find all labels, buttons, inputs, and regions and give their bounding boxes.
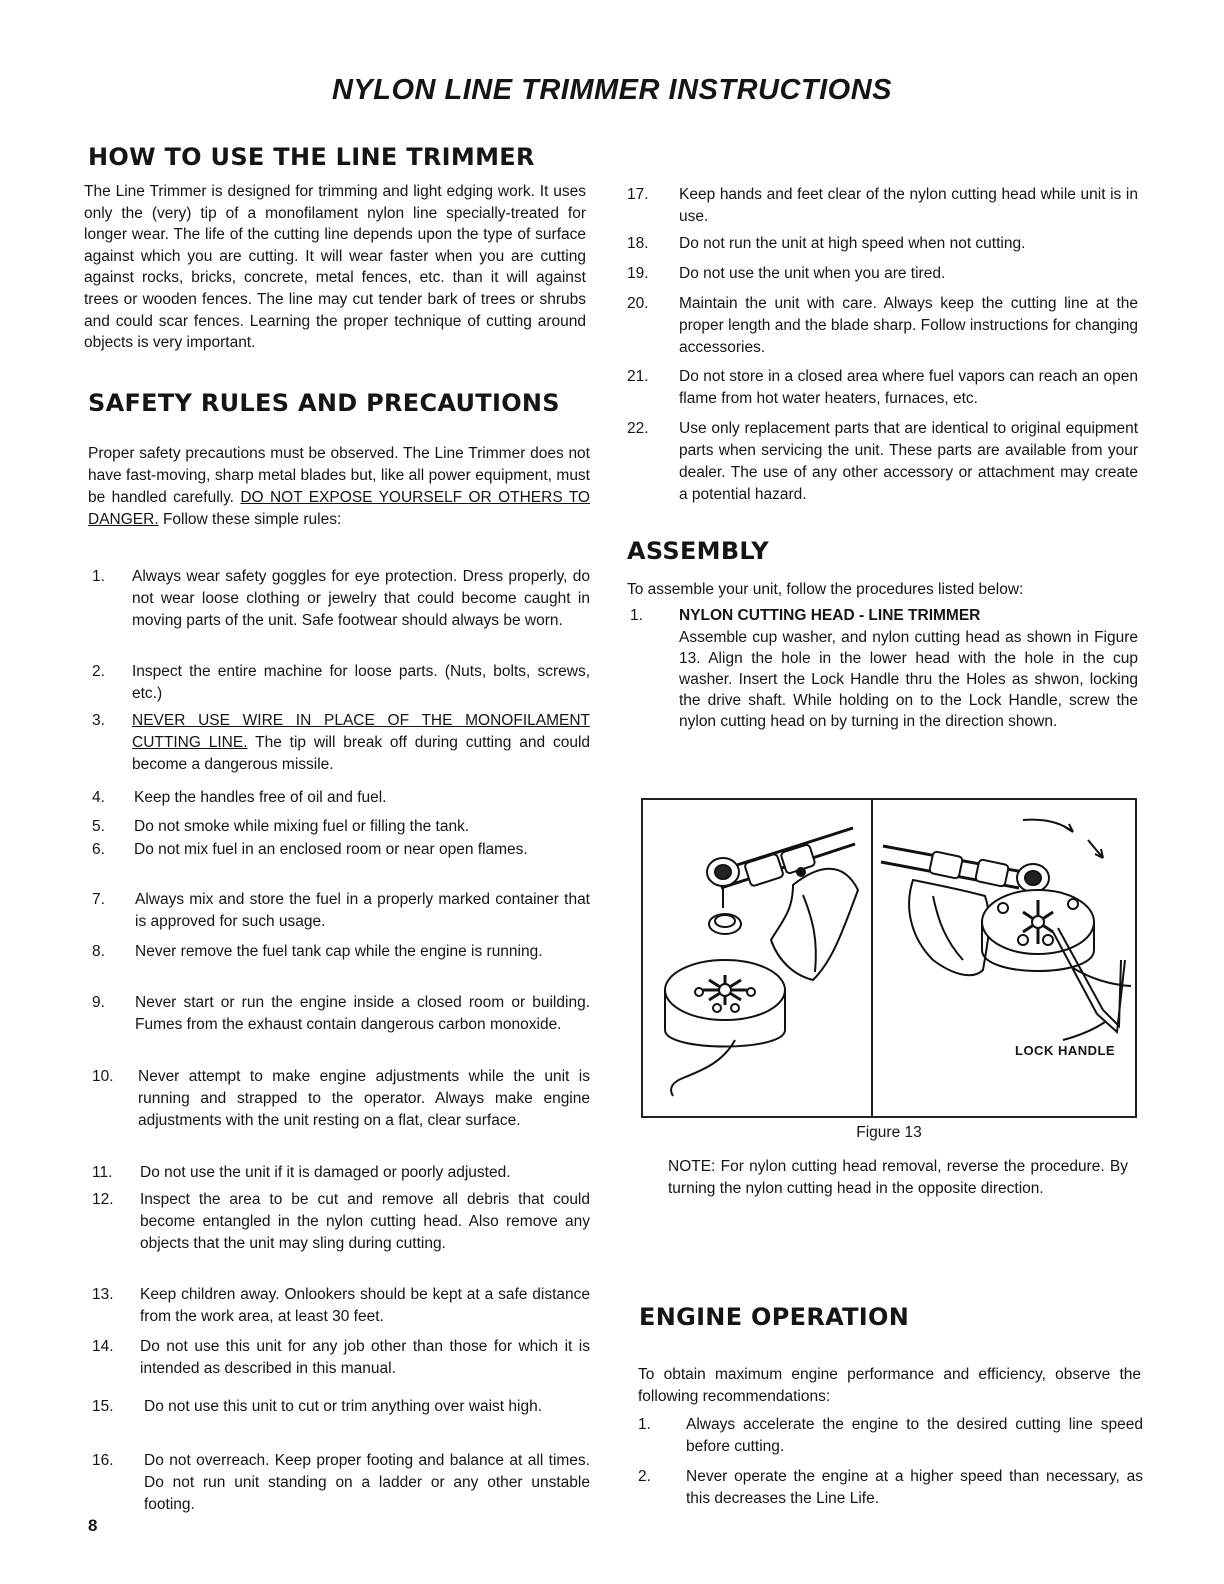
how-to-use-heading: HOW TO USE THE LINE TRIMMER	[88, 143, 535, 171]
safety-rule: 3. NEVER USE WIRE IN PLACE OF THE MONOFILAMENT CUTTING LINE. The tip will break off during cutting and could become a dangerous missile.	[92, 712, 591, 773]
safety-rule: 22. Use only replacement parts that are identical to original equipment parts when servicing the unit. These parts are available from your dealer. The use of any other accessory or attachment may create a potential hazard.	[627, 420, 1138, 503]
safety-rule: 21. Do not store in a closed area where fuel vapors can reach an open flame from hot water heaters, furnaces, etc.	[627, 368, 1138, 407]
engine-operation-heading: ENGINE OPERATION	[639, 1303, 910, 1331]
wire-warning: NEVER USE WIRE IN PLACE OF THE MONOFILAMENT CUTTING LINE.	[132, 712, 590, 751]
safety-rule: 6. Do not mix fuel in an enclosed room or near open flames.	[92, 841, 528, 858]
safety-rule: 5. Do not smoke while mixing fuel or filling the tank.	[92, 818, 470, 835]
safety-rules-list-continued	[627, 184, 1138, 524]
page-title: NYLON LINE TRIMMER INSTRUCTIONS	[331, 74, 893, 106]
safety-intro-text: Proper safety precautions must be observed. The Line Trimmer does not have fast-moving, sharp metal blades but, like all power equipment, must be handled carefully.	[88, 445, 590, 506]
engine-recommendation: 1. Always accelerate the engine to the desired cutting line speed before cutting.	[638, 1416, 1143, 1455]
assembly-step: 1. NYLON CUTTING HEAD - LINE TRIMMER Assemble cup washer, and nylon cutting head as shown in Figure 13. Align the hole in the lower head with the hole in the cup washer. Insert the Lock Handle thru the Holes as shwon, locking the drive shaft. While holding on to the Lock Handle, screw the nylon cutting head on by turning in the direction shown.	[630, 607, 1138, 730]
safety-rule: 12. Inspect the area to be cut and remove all debris that could become entangled in the nylon cutting head. Also remove any objects that the unit may sling during cutting.	[92, 1191, 590, 1252]
safety-rule: 19. Do not use the unit when you are tired.	[627, 265, 946, 282]
page-number: 8	[88, 1516, 98, 1535]
assembly-step-text: Assemble cup washer, and nylon cutting head as shown in Figure 13. Align the hole in the lower head with the hole in the cup washer. Insert the Lock Handle thru the Holes as shwon, locking the drive shaft. While holding on to the Lock Handle, screw the nylon cutting head on by turning in the direction shown.	[679, 629, 1138, 730]
figure-caption: Figure 13	[856, 1124, 922, 1141]
safety-intro	[88, 443, 590, 531]
safety-rule: 7. Always mix and store the fuel in a properly marked container that is approved for such usage.	[92, 891, 590, 930]
safety-rule: 1. Always wear safety goggles for eye protection. Dress properly, do not wear loose clothing or jewelry that could become caught in moving parts of the unit. Safe footwear should always be worn.	[92, 568, 590, 629]
assembly-heading: ASSEMBLY	[627, 537, 769, 565]
safety-heading: SAFETY RULES AND PRECAUTIONS	[88, 389, 560, 417]
engine-recommendations-list	[638, 1414, 1143, 1514]
safety-rule: 9. Never start or run the engine inside a closed room or building. Fumes from the exhaust contain dangerous carbon monoxide.	[92, 994, 590, 1033]
safety-rule: 11. Do not use the unit if it is damaged or poorly adjusted.	[92, 1164, 511, 1181]
lock-handle-label: LOCK HANDLE	[1015, 1043, 1116, 1058]
assembly-step-title: NYLON CUTTING HEAD - LINE TRIMMER	[679, 607, 981, 624]
figure-13	[641, 798, 1137, 1118]
safety-rule: 20. Maintain the unit with care. Always keep the cutting line at the proper length and the blade sharp. Follow instructions for changing accessories.	[627, 295, 1138, 356]
assembly-note: NOTE: For nylon cutting head removal, reverse the procedure. By turning the nylon cutting head in the opposite direction.	[668, 1158, 1128, 1197]
safety-rule: 13. Keep children away. Onlookers should be kept at a safe distance from the work area, at least 30 feet.	[92, 1286, 590, 1325]
safety-rule: 8. Never remove the fuel tank cap while the engine is running.	[92, 943, 543, 960]
engine-intro: To obtain maximum engine performance and efficiency, observe the following recommendations:	[638, 1366, 1141, 1405]
assembly-steps	[630, 605, 1138, 765]
exploded-view-drawing	[643, 800, 871, 1116]
safety-rule: 16. Do not overreach. Keep proper footing and balance at all times. Do not run unit standing on a ladder or any other unstable footing.	[92, 1452, 590, 1513]
safety-intro-follow: Follow these simple rules:	[162, 511, 342, 528]
safety-warning: DO NOT EXPOSE YOURSELF OR OTHERS TO DANGER.	[88, 489, 590, 528]
safety-rule: 10. Never attempt to make engine adjustments while the unit is running and strapped to the operator. Always make engine adjustments with the unit resting on a flat, clear surface.	[92, 1068, 590, 1129]
engine-recommendation: 2. Never operate the engine at a higher speed than necessary, as this decreases the Line Life.	[638, 1468, 1143, 1507]
assembly-intro: To assemble your unit, follow the procedures listed below:	[627, 581, 1024, 598]
safety-rule: 2. Inspect the entire machine for loose parts. (Nuts, bolts, screws, etc.)	[92, 663, 590, 702]
safety-rules-list	[92, 566, 590, 1516]
safety-rule: 17. Keep hands and feet clear of the nylon cutting head while unit is in use.	[627, 186, 1138, 225]
safety-rule: 14. Do not use this unit for any job other than those for which it is intended as described in this manual.	[92, 1338, 590, 1377]
safety-rule: 4. Keep the handles free of oil and fuel.	[92, 789, 387, 806]
safety-rule: 15. Do not use this unit to cut or trim anything over waist high.	[92, 1398, 543, 1415]
how-to-use-body: The Line Trimmer is designed for trimming and light edging work. It uses only the (very) tip of a monofilament nylon line specially-treated for longer wear. The life of the cutting line depends upon the type of surface against which you are cutting. It will wear faster when you are cutting against rocks, bricks, concrete, metal fences, etc. than it will against trees or wooden fences. The line may cut tender bark of trees or shrubs and could scar fences. Learning the proper technique of cutting around objects is very important.	[84, 183, 586, 352]
safety-rule: 18. Do not run the unit at high speed when not cutting.	[627, 235, 1026, 252]
lock-handle-drawing	[873, 800, 1137, 1116]
